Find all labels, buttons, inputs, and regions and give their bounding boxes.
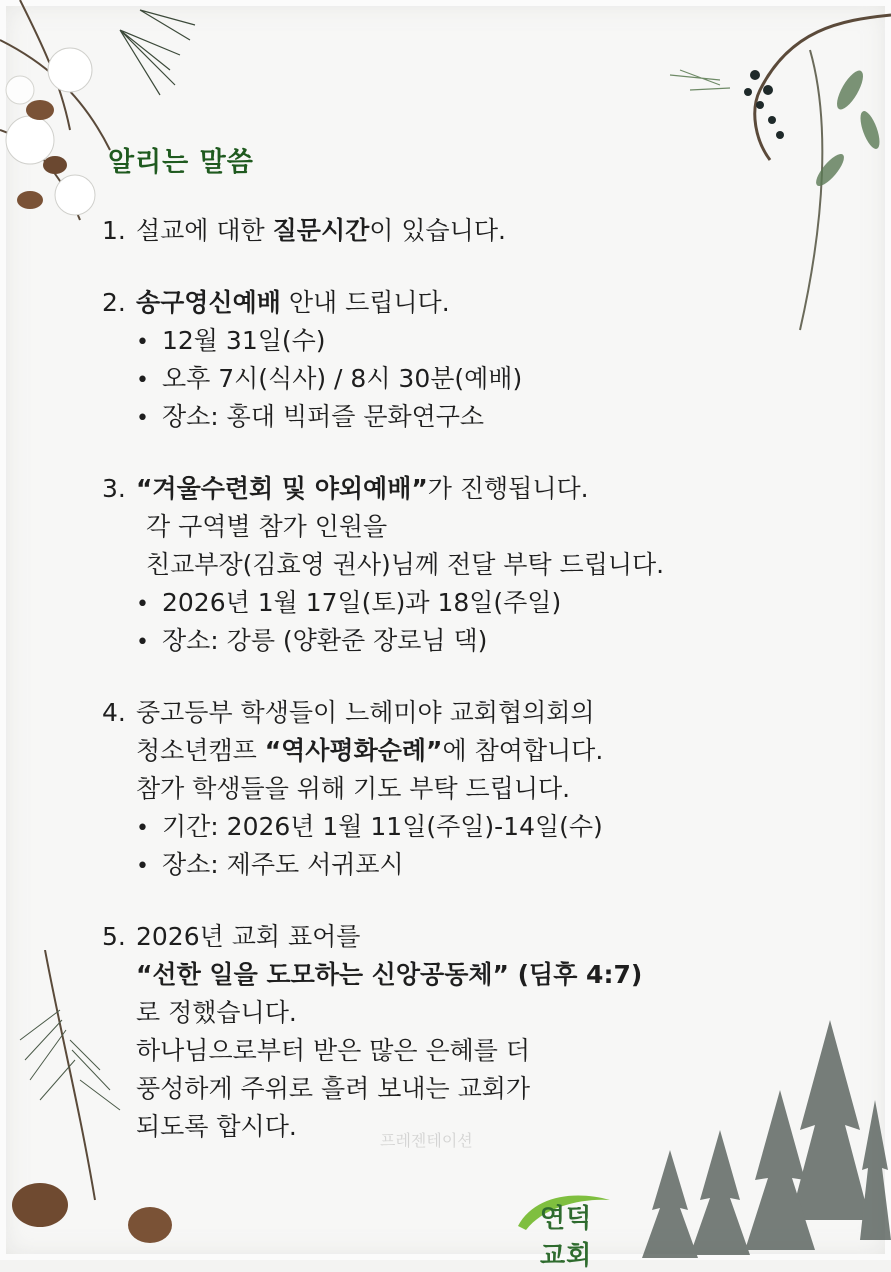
announcement-item-1 bbox=[102, 212, 862, 250]
item-number: 1. bbox=[102, 216, 126, 245]
bullet-item: • 장소: 홍대 빅퍼즐 문화연구소 bbox=[136, 402, 485, 431]
item-number: 3. bbox=[102, 474, 126, 503]
item-line: 참가 학생들을 위해 기도 부탁 드립니다. bbox=[136, 774, 571, 803]
bullet-item: • 기간: 2026년 1월 11일(주일)-14일(수) bbox=[136, 812, 603, 841]
bullet-item: • 장소: 강릉 (양환준 장로님 댁) bbox=[136, 626, 488, 655]
item-line: 청소년캠프 “역사평화순례”에 참여합니다. bbox=[136, 736, 604, 765]
announcement-item-2 bbox=[102, 284, 862, 436]
announcement-list bbox=[102, 212, 862, 1180]
item-number: 5. bbox=[102, 922, 126, 951]
item-highlight: “역사평화순례” bbox=[264, 736, 443, 765]
bullet-item: • 오후 7시(식사) / 8시 30분(예배) bbox=[136, 364, 523, 393]
item-text: 안내 드립니다. bbox=[280, 288, 450, 317]
item-highlight: 송구영신예배 bbox=[136, 288, 281, 317]
motto-line bbox=[102, 956, 862, 994]
bullet-item: • 장소: 제주도 서귀포시 bbox=[136, 850, 404, 879]
item-text: 중고등부 학생들이 느헤미야 교회협의회의 bbox=[136, 698, 595, 727]
church-motto: “선한 일을 도모하는 신앙공동체” (딤후 4:7) bbox=[136, 960, 643, 989]
item-line: 친교부장(김효영 권사)님께 전달 부탁 드립니다. bbox=[146, 550, 665, 579]
item-number: 2. bbox=[102, 288, 126, 317]
item-text: 2026년 교회 표어를 bbox=[136, 922, 361, 951]
logo-text: 연덕교회 bbox=[540, 1204, 593, 1271]
item-text: 이 있습니다. bbox=[369, 216, 506, 245]
item-number: 4. bbox=[102, 698, 126, 727]
item-text: 설교에 대한 bbox=[136, 216, 273, 245]
announcement-item-4 bbox=[102, 694, 862, 884]
announcement-item-3 bbox=[102, 470, 862, 660]
church-logo bbox=[514, 1186, 614, 1271]
item-line: 되도록 합시다. bbox=[136, 1112, 297, 1141]
pinecone-icon bbox=[12, 1183, 68, 1227]
item-line: 풍성하게 주위로 흘려 보내는 교회가 bbox=[136, 1074, 531, 1103]
announcement-item-5 bbox=[102, 918, 862, 1146]
item-line: 각 구역별 참가 인원을 bbox=[146, 512, 388, 541]
page-title: 알리는 말씀 bbox=[108, 147, 254, 178]
item-text: 가 진행됩니다. bbox=[427, 474, 589, 503]
item-line: 하나님으로부터 받은 많은 은혜를 더 bbox=[136, 1036, 531, 1065]
bullet-item: • 2026년 1월 17일(토)과 18일(주일) bbox=[136, 588, 562, 617]
bullet-item: • 12월 31일(수) bbox=[136, 326, 326, 355]
item-line: 로 정했습니다. bbox=[136, 998, 297, 1027]
item-highlight: “겨울수련회 및 야외예배” bbox=[136, 474, 428, 503]
item-highlight: 질문시간 bbox=[272, 216, 370, 245]
watermark: 프레젠테이션 bbox=[380, 1131, 473, 1150]
